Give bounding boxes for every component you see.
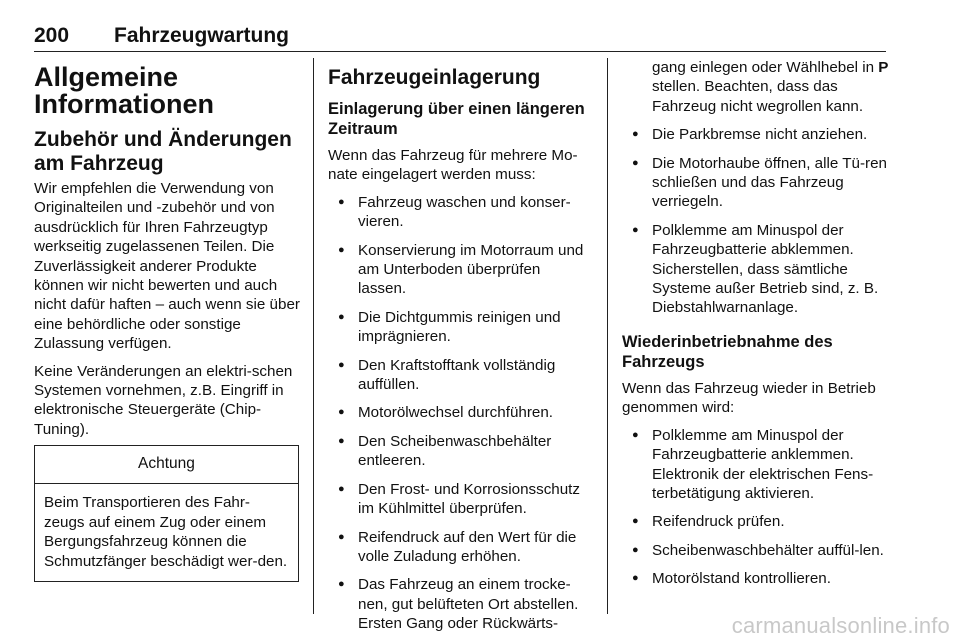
- paragraph: Keine Veränderungen an elektri-schen Systemen vornehmen, z.B. Eingriff in elektronische Steuergeräte (Chip-Tuning).: [34, 362, 293, 438]
- section-subtitle: Zubehör und Änderungen am Fahrzeug: [34, 128, 292, 175]
- bullet-list: [622, 426, 892, 589]
- column-divider: [607, 58, 608, 614]
- list-item: ● Polklemme am Minuspol der Fahrzeugbatterie abklemmen. Sicherstellen, dass sämtliche Systeme außer Betrieb sind, z. B. Diebstahlwarnanlage.: [622, 221, 892, 318]
- gear-position-p: P: [878, 59, 889, 76]
- page-header: [34, 24, 886, 52]
- section-subtitle: Wiederinbetriebnahme des Fahrzeugs: [622, 332, 833, 371]
- list-item-continuation: [622, 58, 892, 116]
- list-item: ● Reifendruck auf den Wert für die volle Zuladung erhöhen.: [328, 528, 592, 567]
- bullet-list: [328, 193, 592, 634]
- section-title: Fahrzeugeinlagerung: [328, 66, 541, 89]
- watermark: carmanualsonline.info: [731, 613, 950, 638]
- column-right: [622, 58, 892, 598]
- list-item: ● Motorölwechsel durchführen.: [328, 403, 592, 422]
- column-middle: [328, 58, 592, 643]
- chapter-title: Fahrzeugwartung: [114, 24, 290, 47]
- list-item: ● Den Frost- und Korrosionsschutz im Kühlmittel überprüfen.: [328, 480, 592, 519]
- notice-title: Achtung: [35, 446, 298, 484]
- page-number: 200: [34, 24, 70, 47]
- notice-body: Beim Transportieren des Fahr-zeugs auf einem Zug oder einem Bergungsfahrzeug können die Schmutzfänger beschädigt wer-den.: [44, 494, 288, 570]
- list-item: ● Die Parkbremse nicht anziehen.: [622, 125, 892, 144]
- intro-text: Wenn das Fahrzeug für mehrere Mo-nate eingelagert werden muss:: [328, 147, 578, 184]
- list-item: ● Konservierung im Motorraum und am Unterboden überprüfen lassen.: [328, 241, 592, 299]
- notice-box: [34, 445, 299, 582]
- list-item: ● Den Kraftstofftank vollständig auffüllen.: [328, 356, 592, 395]
- paragraph: Wir empfehlen die Verwendung von Originalteilen und -zubehör und von ausdrücklich für Ihren Fahrzeugtyp werkseitig zugelassenen Teilen. Die Zuverlässigkeit anderer Produkte können wir nicht bewerten und auch nicht dafür haften – auch wenn sie über eine behördliche oder sonstige Zulassung verfügen.: [34, 180, 300, 353]
- list-item: ● Die Motorhaube öffnen, alle Tü-ren schließen und das Fahrzeug verriegeln.: [622, 154, 892, 212]
- list-item: ● Die Dichtgummis reinigen und imprägnieren.: [328, 308, 592, 347]
- continuation-text: stellen. Beachten, dass das Fahrzeug nicht wegrollen kann.: [652, 78, 864, 115]
- intro-text: Wenn das Fahrzeug wieder in Betrieb genommen wird:: [622, 379, 876, 417]
- section-title: Allgemeine Informationen: [34, 62, 214, 119]
- column-divider: [313, 58, 314, 614]
- list-item: ● Den Scheibenwaschbehälter entleeren.: [328, 432, 592, 471]
- section-subtitle: Einlagerung über einen längeren Zeitraum: [328, 100, 585, 138]
- list-item: ● Das Fahrzeug an einem trocke-nen, gut belüfteten Ort abstellen. Ersten Gang oder Rückwärts-: [328, 575, 592, 633]
- header-rule: [34, 51, 886, 52]
- list-item: ● Polklemme am Minuspol der Fahrzeugbatterie anklemmen. Elektronik der elektrischen Fens-terbetätigung aktivieren.: [622, 426, 892, 504]
- list-item: ● Scheibenwaschbehälter auffül-len.: [622, 541, 892, 560]
- continuation-text: gang einlegen oder Wählhebel in: [652, 59, 879, 76]
- list-item: ● Motorölstand kontrollieren.: [622, 569, 892, 588]
- list-item: ● Reifendruck prüfen.: [622, 512, 892, 531]
- bullet-list-continued: [622, 58, 892, 318]
- column-left: [34, 58, 300, 582]
- list-item: ● Fahrzeug waschen und konser-vieren.: [328, 193, 592, 232]
